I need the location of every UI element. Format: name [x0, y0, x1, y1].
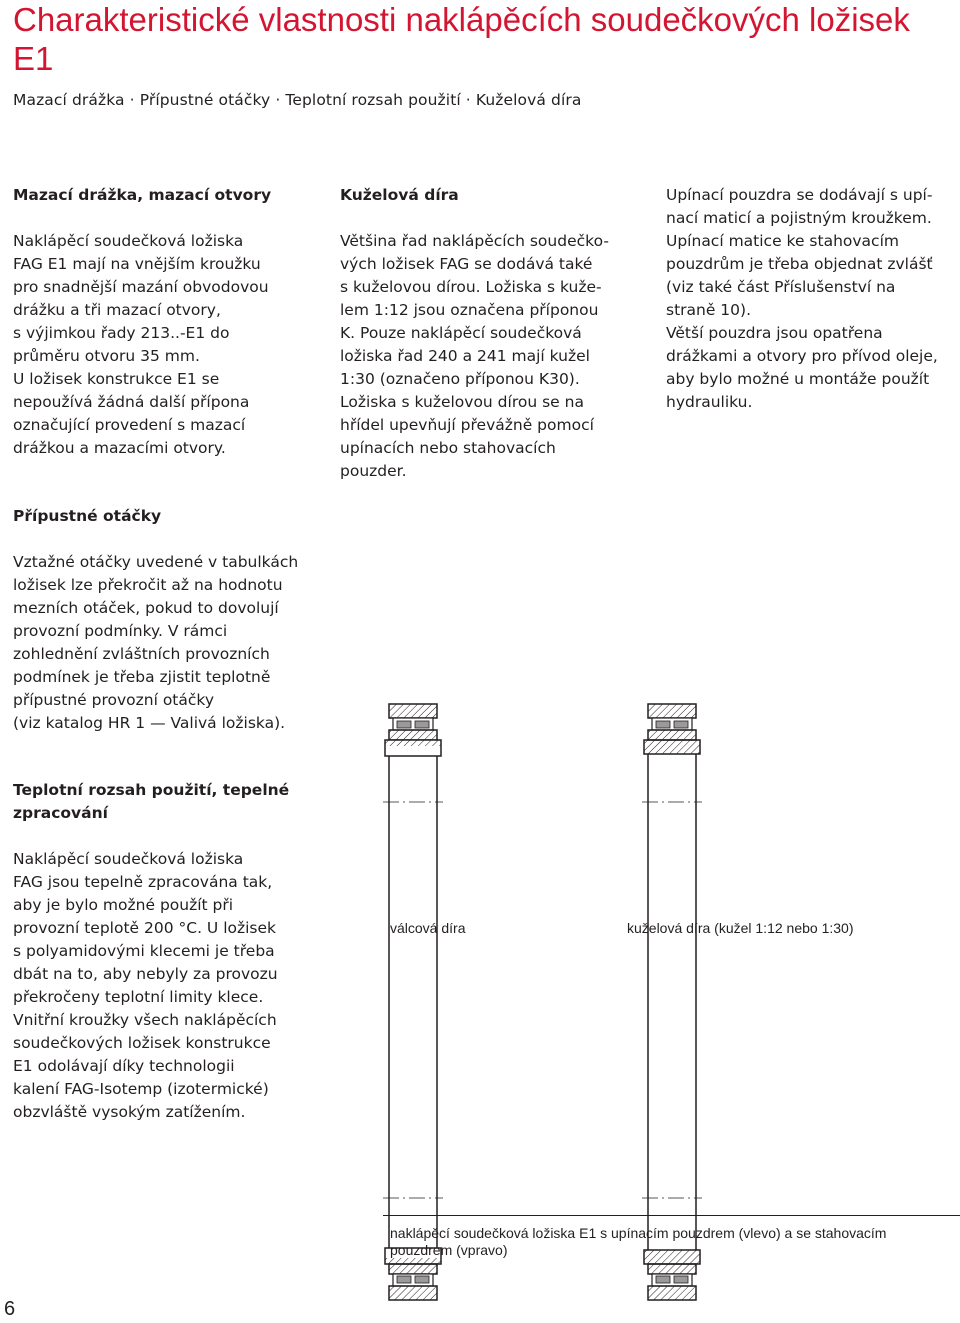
text-line: provozní teplotě 200 °C. U ložisek — [13, 919, 277, 937]
bearing-section-top — [385, 704, 441, 756]
text-line: aby je bylo možné použít při — [13, 896, 234, 914]
text-line: drážku a tři mazací otvory, — [13, 301, 221, 319]
text-line: lem 1:12 jsou označena příponou — [340, 301, 599, 319]
text-line: (viz katalog HR 1 — Valivá ložiska). — [13, 714, 286, 732]
page-number: 6 — [4, 1298, 16, 1320]
text-line: Naklápěcí soudečková ložiska — [13, 232, 244, 250]
text-line: ložiska řad 240 a 241 mají kužel — [340, 347, 590, 365]
text-line: pouzdrům je třeba objednat zvlášť — [666, 255, 933, 273]
text-line: pouzder. — [340, 462, 407, 480]
text-line: Vztažné otáčky uvedené v tabulkách — [13, 553, 299, 571]
text-line: hydrauliku. — [666, 393, 753, 411]
text-line: s polyamidovými klecemi je třeba — [13, 942, 275, 960]
text-line: FAG E1 mají na vnějším kroužku — [13, 255, 261, 273]
text-line: Vnitřní kroužky všech naklápěcích — [13, 1011, 277, 1029]
text-line: přípustné provozní otáčky — [13, 691, 215, 709]
text-line: (viz také část Příslušenství na — [666, 278, 896, 296]
text-line: ložisek lze překročit až na hodnotu — [13, 576, 283, 594]
text-line: pro snadnější mazání obvodovou — [13, 278, 269, 296]
text-line: zohlednění zvláštních provozních — [13, 645, 270, 663]
bearing-drawing-withdrawal-sleeve — [642, 696, 702, 1308]
text-line: Větší pouzdra jsou opatřena — [666, 324, 883, 342]
section-heading: Přípustné otáčky — [13, 507, 162, 525]
text-line: průměru otvoru 35 mm. — [13, 347, 200, 365]
text-line: K. Pouze naklápěcí soudečková — [340, 324, 582, 342]
text-line: provozní podmínky. V rámci — [13, 622, 228, 640]
text-line: straně 10). — [666, 301, 752, 319]
section-lubrication — [13, 184, 323, 460]
text-line: nepoužívá žádná další přípona — [13, 393, 250, 411]
text-line: mezních otáček, pokud to dovolují — [13, 599, 279, 617]
text-line: FAG jsou tepelně zpracována tak, — [13, 873, 273, 891]
text-line: upínacích nebo stahovacích — [340, 439, 556, 457]
figure-caption: naklápěcí soudečková ložiska E1 s upínacím pouzdrem (vlevo) a se stahovacím pouzdrem (vpravo) — [390, 1225, 887, 1258]
page-subtitle: Mazací drážka · Přípustné otáčky · Teplotní rozsah použití · Kuželová díra — [13, 91, 582, 109]
section-heading: zpracování — [13, 804, 108, 822]
section-sleeves — [666, 184, 960, 414]
caption-divider — [383, 1215, 960, 1216]
text-line: kalení FAG-Isotemp (izotermické) — [13, 1080, 269, 1098]
text-line: obzvláště vysokým zatížením. — [13, 1103, 246, 1121]
text-line: soudečkových ložisek konstrukce — [13, 1034, 271, 1052]
text-line: vých ložisek FAG se dodává také — [340, 255, 593, 273]
bearing-drawing-adapter-sleeve — [383, 696, 443, 1308]
section-speeds — [13, 505, 333, 735]
section-tapered-bore — [340, 184, 650, 483]
label-tapered-bore: kuželová díra (kužel 1:12 nebo 1:30) — [627, 920, 854, 936]
section-heading: Kuželová díra — [340, 186, 459, 204]
text-line: drážkou a mazacími otvory. — [13, 439, 226, 457]
text-line: Většina řad naklápěcích soudečko- — [340, 232, 609, 250]
text-line: podmínek je třeba zjistit teplotně — [13, 668, 271, 686]
text-line: dbát na to, aby nebyly za provozu — [13, 965, 278, 983]
text-line: 1:30 (označeno příponou K30). — [340, 370, 580, 388]
text-line: U ložisek konstrukce E1 se — [13, 370, 220, 388]
text-line: překročeny teplotní limity klece. — [13, 988, 264, 1006]
text-line: Naklápěcí soudečková ložiska — [13, 850, 244, 868]
page-title: Charakteristické vlastnosti naklápěcích soudečkových ložisek E1 — [13, 1, 910, 77]
text-line: nací maticí a pojistným kroužkem. — [666, 209, 932, 227]
text-line: označující provedení s mazací — [13, 416, 246, 434]
text-line: drážkami a otvory pro přívod oleje, — [666, 347, 938, 365]
text-line: E1 odolávají díky technologii — [13, 1057, 235, 1075]
section-heading: Mazací drážka, mazací otvory — [13, 186, 272, 204]
text-line: s kuželovou dírou. Ložiska s kuže- — [340, 278, 602, 296]
label-cylindrical-bore: válcová díra — [390, 920, 466, 936]
bearing-section-top — [644, 704, 700, 754]
section-heading: Teplotní rozsah použití, tepelné — [13, 781, 290, 799]
text-line: Upínací pouzdra se dodávají s upí- — [666, 186, 933, 204]
text-line: aby bylo možné u montáže použít — [666, 370, 930, 388]
text-line: s výjimkou řady 213..-E1 do — [13, 324, 230, 342]
text-line: hřídel upevňují převážně pomocí — [340, 416, 594, 434]
section-temperature — [13, 779, 333, 1124]
text-line: Upínací matice ke stahovacím — [666, 232, 899, 250]
text-line: Ložiska s kuželovou dírou se na — [340, 393, 584, 411]
